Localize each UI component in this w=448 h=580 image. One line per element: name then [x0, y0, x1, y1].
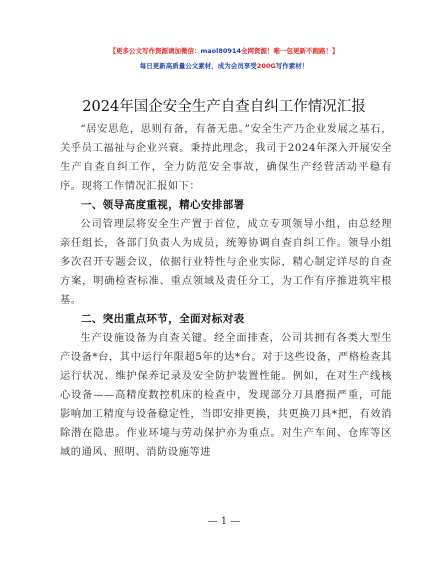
page-number: — 1 —	[207, 516, 241, 527]
promo-line-1-suffix: 全网资源！唯一包更新不跑路！】	[240, 47, 339, 55]
promo-line-2-suffix: 写作素材！	[275, 62, 309, 70]
document-body	[60, 120, 392, 462]
section-2-paragraph: 生产设施设备为自查关键。经全面排查，公司共拥有各类大型生产设备*台，其中运行年限超5年的达*台。对于这些设备，严格检查其运行状况、维护保养记录及安全防护装置性能。例如，在对生产线核心设备——高精度数控机床的检查中，发现部分刀具磨损严重，可能影响加工精度与设备稳定性，当即安排更换，共更换刀具*把，有效消除潜在隐患。作业环境与劳动保护亦为重点。对生产车间、仓库等区域的通风、照明、消防设施等进	[60, 333, 392, 458]
promo-line-2-price: 200G	[256, 62, 276, 70]
promo-line-2-prefix: 每日更新高质量公文素材，成为会员享受	[139, 62, 257, 70]
section-1-heading: 一、领导高度重视，精心安排部署	[81, 199, 245, 211]
promo-line-1-prefix: 【更多公文写作资源请加微信：	[109, 47, 201, 55]
section-1-paragraph: 公司管理层将安全生产置于首位，成立专项领导小组，由总经理亲任组长，各部门负责人为成员，统筹协调自查自纠工作。领导小组多次召开专题会议，依据行业特性与企业实际，精心制定详尽的自查方案，明确检查标准、重点领域及责任分工，为工作有序推进筑牢根基。	[60, 219, 392, 306]
promo-banner-line-2	[0, 61, 448, 70]
intro-paragraph: “居安思危，思则有备，有备无患。”安全生产乃企业发展之基石，关乎员工福祉与企业兴衰。秉持此理念，我司于2024年深入开展安全生产自查自纠工作，全力防范安全事故，确保生产经营活动平稳有序。现将工作情况汇报如下：	[60, 124, 392, 192]
promo-banner-line-1	[0, 46, 448, 55]
document-title: 2024年国企安全生产自查自纠工作情况汇报	[82, 99, 366, 115]
section-2-heading: 二、突出重点环节，全面对标对表	[81, 313, 245, 325]
promo-line-1-contact: maol80914	[200, 47, 241, 55]
